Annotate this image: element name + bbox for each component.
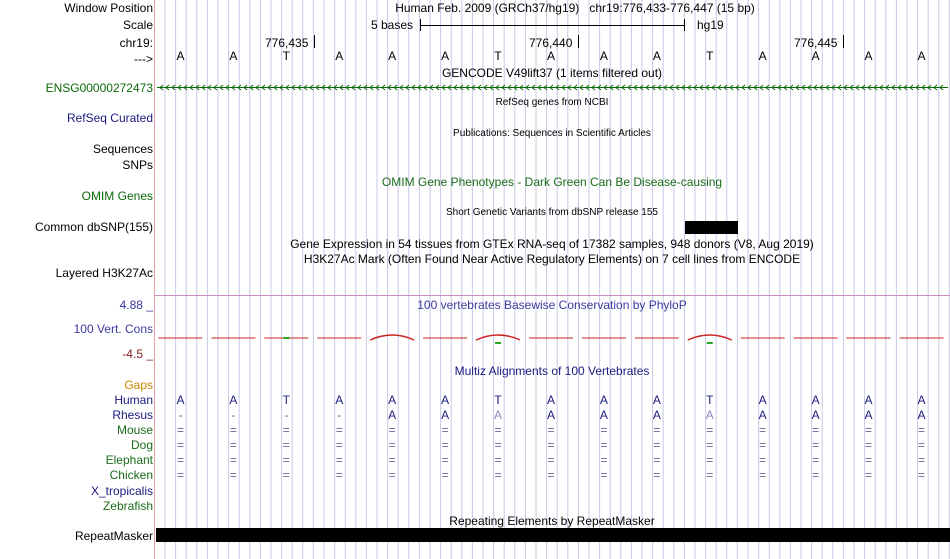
sequence-base: A (335, 49, 344, 63)
chr-label: chr19: (119, 36, 153, 50)
tick-label-1: 776,435 (265, 36, 309, 50)
alignment-base: = (176, 423, 184, 437)
refseq-label[interactable]: RefSeq Curated (66, 111, 153, 125)
alignment-base: = (494, 438, 502, 452)
scale-text: 5 bases (371, 18, 414, 32)
phylop-green-mark (283, 337, 289, 339)
alignment-base: = (917, 438, 925, 452)
sequences-label[interactable]: Sequences (92, 142, 153, 156)
alignment-base: = (335, 453, 343, 467)
alignment-base: = (229, 423, 237, 437)
position-range: chr19:776,433-776,447 (15 bp) (589, 1, 755, 15)
alignment-base: = (388, 453, 396, 467)
publications-title: Publications: Sequences in Scientific Articles (453, 128, 651, 139)
alignment-base: A (335, 393, 344, 407)
alignment-base: = (653, 423, 661, 437)
alignment-base: A (388, 393, 397, 407)
gtex-title: Gene Expression in 54 tissues from GTEx RNA-seq of 17382 samples, 948 donors (V8, Aug 2019) (290, 237, 814, 251)
species-label[interactable]: Chicken (109, 468, 153, 482)
alignment-base: A (811, 393, 820, 407)
dbsnp-label[interactable]: Common dbSNP(155) (34, 220, 153, 234)
alignment-base: A (229, 393, 238, 407)
alignment-base: = (706, 423, 714, 437)
gencode-title: GENCODE V49lift37 (1 items filtered out) (441, 66, 663, 80)
alignment-base: = (759, 423, 767, 437)
alignment-base: = (706, 468, 714, 482)
alignment-base: = (494, 468, 502, 482)
alignment-base: = (865, 423, 873, 437)
alignment-base: = (388, 423, 396, 437)
alignment-base: = (494, 453, 502, 467)
sequence-base: A (546, 49, 555, 63)
sequence-base: A (917, 49, 926, 63)
omim-title: OMIM Gene Phenotypes - Dark Green Can Be Disease-causing (381, 175, 723, 189)
alignment-base: = (282, 438, 290, 452)
alignment-base: = (494, 423, 502, 437)
phylop-title: 100 vertebrates Basewise Conservation by PhyloP (417, 298, 687, 312)
alignment-base: = (547, 453, 555, 467)
alignment-base: = (229, 468, 237, 482)
alignment-base: = (282, 423, 290, 437)
sequence-base: T (282, 49, 290, 63)
sequence-base: A (758, 49, 767, 63)
species-label[interactable]: X_tropicalis (90, 484, 153, 498)
alignment-base: = (441, 453, 449, 467)
alignment-base: = (388, 438, 396, 452)
alignment-base: = (653, 468, 661, 482)
alignment-base: = (865, 438, 873, 452)
alignment-base: A (917, 408, 926, 422)
alignment-base: = (335, 468, 343, 482)
alignment-base: = (600, 438, 608, 452)
species-label[interactable]: Human (114, 393, 153, 407)
alignment-base: = (759, 468, 767, 482)
tick-label-3: 776,445 (794, 36, 838, 50)
alignment-base: A (599, 393, 608, 407)
alignment-base: = (229, 438, 237, 452)
species-label[interactable]: Elephant (105, 453, 153, 467)
alignment-base: = (706, 453, 714, 467)
alignment-base: A (652, 393, 661, 407)
alignment-base: = (441, 438, 449, 452)
alignment-base: = (865, 453, 873, 467)
omim-label[interactable]: OMIM Genes (81, 189, 153, 203)
alignment-base: = (653, 438, 661, 452)
sequence-base: T (494, 49, 502, 63)
phylop-label[interactable]: 100 Vert. Cons (73, 322, 153, 336)
alignment-base: = (812, 468, 820, 482)
alignment-base: A (864, 393, 873, 407)
alignment-base: A (758, 393, 767, 407)
alignment-base: = (812, 423, 820, 437)
alignment-base: = (917, 423, 925, 437)
db-text: hg19 (697, 18, 724, 32)
phylop-graph[interactable] (158, 335, 943, 344)
ruler-position-title (395, 1, 755, 15)
alignment-base: T (494, 393, 502, 407)
sequence-base: A (652, 49, 661, 63)
alignment-base: A (176, 393, 185, 407)
alignment-base: = (229, 453, 237, 467)
alignment-base: = (759, 438, 767, 452)
sequence-base: A (441, 49, 450, 63)
h3k27ac-label[interactable]: Layered H3K27Ac (55, 266, 153, 280)
alignment-base: A (652, 408, 661, 422)
alignment-base: = (441, 468, 449, 482)
species-label[interactable]: Rhesus (112, 408, 153, 422)
sequence-base: A (176, 49, 185, 63)
snps-label[interactable]: SNPs (122, 158, 153, 172)
phylop-max-label: 4.88 _ (119, 298, 153, 312)
alignment-base: = (917, 468, 925, 482)
alignment-base: = (547, 423, 555, 437)
alignment-base: A (441, 408, 450, 422)
sequence-base: A (811, 49, 820, 63)
repeatmasker-block[interactable] (156, 528, 950, 542)
alignment-base: T (282, 393, 290, 407)
alignment-base: A (494, 408, 503, 422)
alignment-base: = (282, 453, 290, 467)
refseq-title: RefSeq genes from NCBI (495, 97, 609, 108)
alignment-base: = (176, 453, 184, 467)
alignment-base: A (705, 408, 714, 422)
alignment-base: = (282, 468, 290, 482)
phylop-min-label: -4.5 _ (122, 347, 153, 361)
h3k27ac-title: H3K27Ac Mark (Often Found Near Active Regulatory Elements) on 7 cell lines from ENCODE (303, 252, 801, 266)
alignment-base: = (335, 423, 343, 437)
phylop-green-mark (707, 342, 713, 344)
dbsnp-title: Short Genetic Variants from dbSNP release 155 (446, 207, 658, 218)
repeatmasker-title: Repeating Elements by RepeatMasker (449, 514, 655, 528)
alignment-base: = (812, 438, 820, 452)
alignment-base: - (337, 408, 342, 422)
alignment-base: = (600, 453, 608, 467)
strand-label: ---> (134, 52, 153, 66)
alignment-base: A (388, 408, 397, 422)
alignment-base: = (547, 468, 555, 482)
alignment-base: = (600, 468, 608, 482)
alignment-base: T (706, 393, 714, 407)
alignment-base: = (176, 438, 184, 452)
alignment-base: - (178, 408, 183, 422)
sequence-base: A (388, 49, 397, 63)
alignment-base: A (546, 393, 555, 407)
alignment-base: A (811, 408, 820, 422)
alignment-base: A (441, 393, 450, 407)
alignment-base: = (176, 468, 184, 482)
scale-label: Scale (122, 18, 153, 32)
sequence-base: A (864, 49, 873, 63)
phylop-bar (688, 335, 732, 340)
alignment-base: - (231, 408, 236, 422)
alignment-base: A (546, 408, 555, 422)
alignment-base: A (864, 408, 873, 422)
phylop-green-mark (495, 342, 501, 344)
alignment-base: - (284, 408, 289, 422)
tick-label-2: 776,440 (529, 36, 573, 50)
gaps-label[interactable]: Gaps (124, 378, 153, 392)
repeatmasker-label[interactable]: RepeatMasker (74, 529, 153, 543)
alignment-base: A (599, 408, 608, 422)
window-position-label: Window Position (64, 1, 153, 15)
dbsnp-variant-block[interactable] (685, 221, 738, 234)
alignment-base: = (335, 438, 343, 452)
alignment-base: A (758, 408, 767, 422)
sequence-base: T (706, 49, 714, 63)
gencode-gene-label[interactable]: ENSG00000272473 (45, 81, 153, 95)
alignment-base: = (441, 423, 449, 437)
alignment-base: = (812, 453, 820, 467)
alignment-base: A (917, 393, 926, 407)
alignment-base: = (653, 453, 661, 467)
multiz-title: Multiz Alignments of 100 Vertebrates (454, 364, 650, 378)
alignment-base: = (706, 438, 714, 452)
alignment-base: = (547, 438, 555, 452)
alignment-base: = (917, 453, 925, 467)
alignment-base: = (388, 468, 396, 482)
assembly-title: Human Feb. 2009 (GRCh37/hg19) (395, 1, 580, 15)
sequence-base: A (229, 49, 238, 63)
alignment-base: = (759, 453, 767, 467)
species-label[interactable]: Zebrafish (102, 499, 153, 513)
species-label[interactable]: Mouse (116, 423, 153, 437)
species-label[interactable]: Dog (130, 438, 153, 452)
alignment-base: = (600, 423, 608, 437)
sequence-base: A (599, 49, 608, 63)
alignment-base: = (865, 468, 873, 482)
